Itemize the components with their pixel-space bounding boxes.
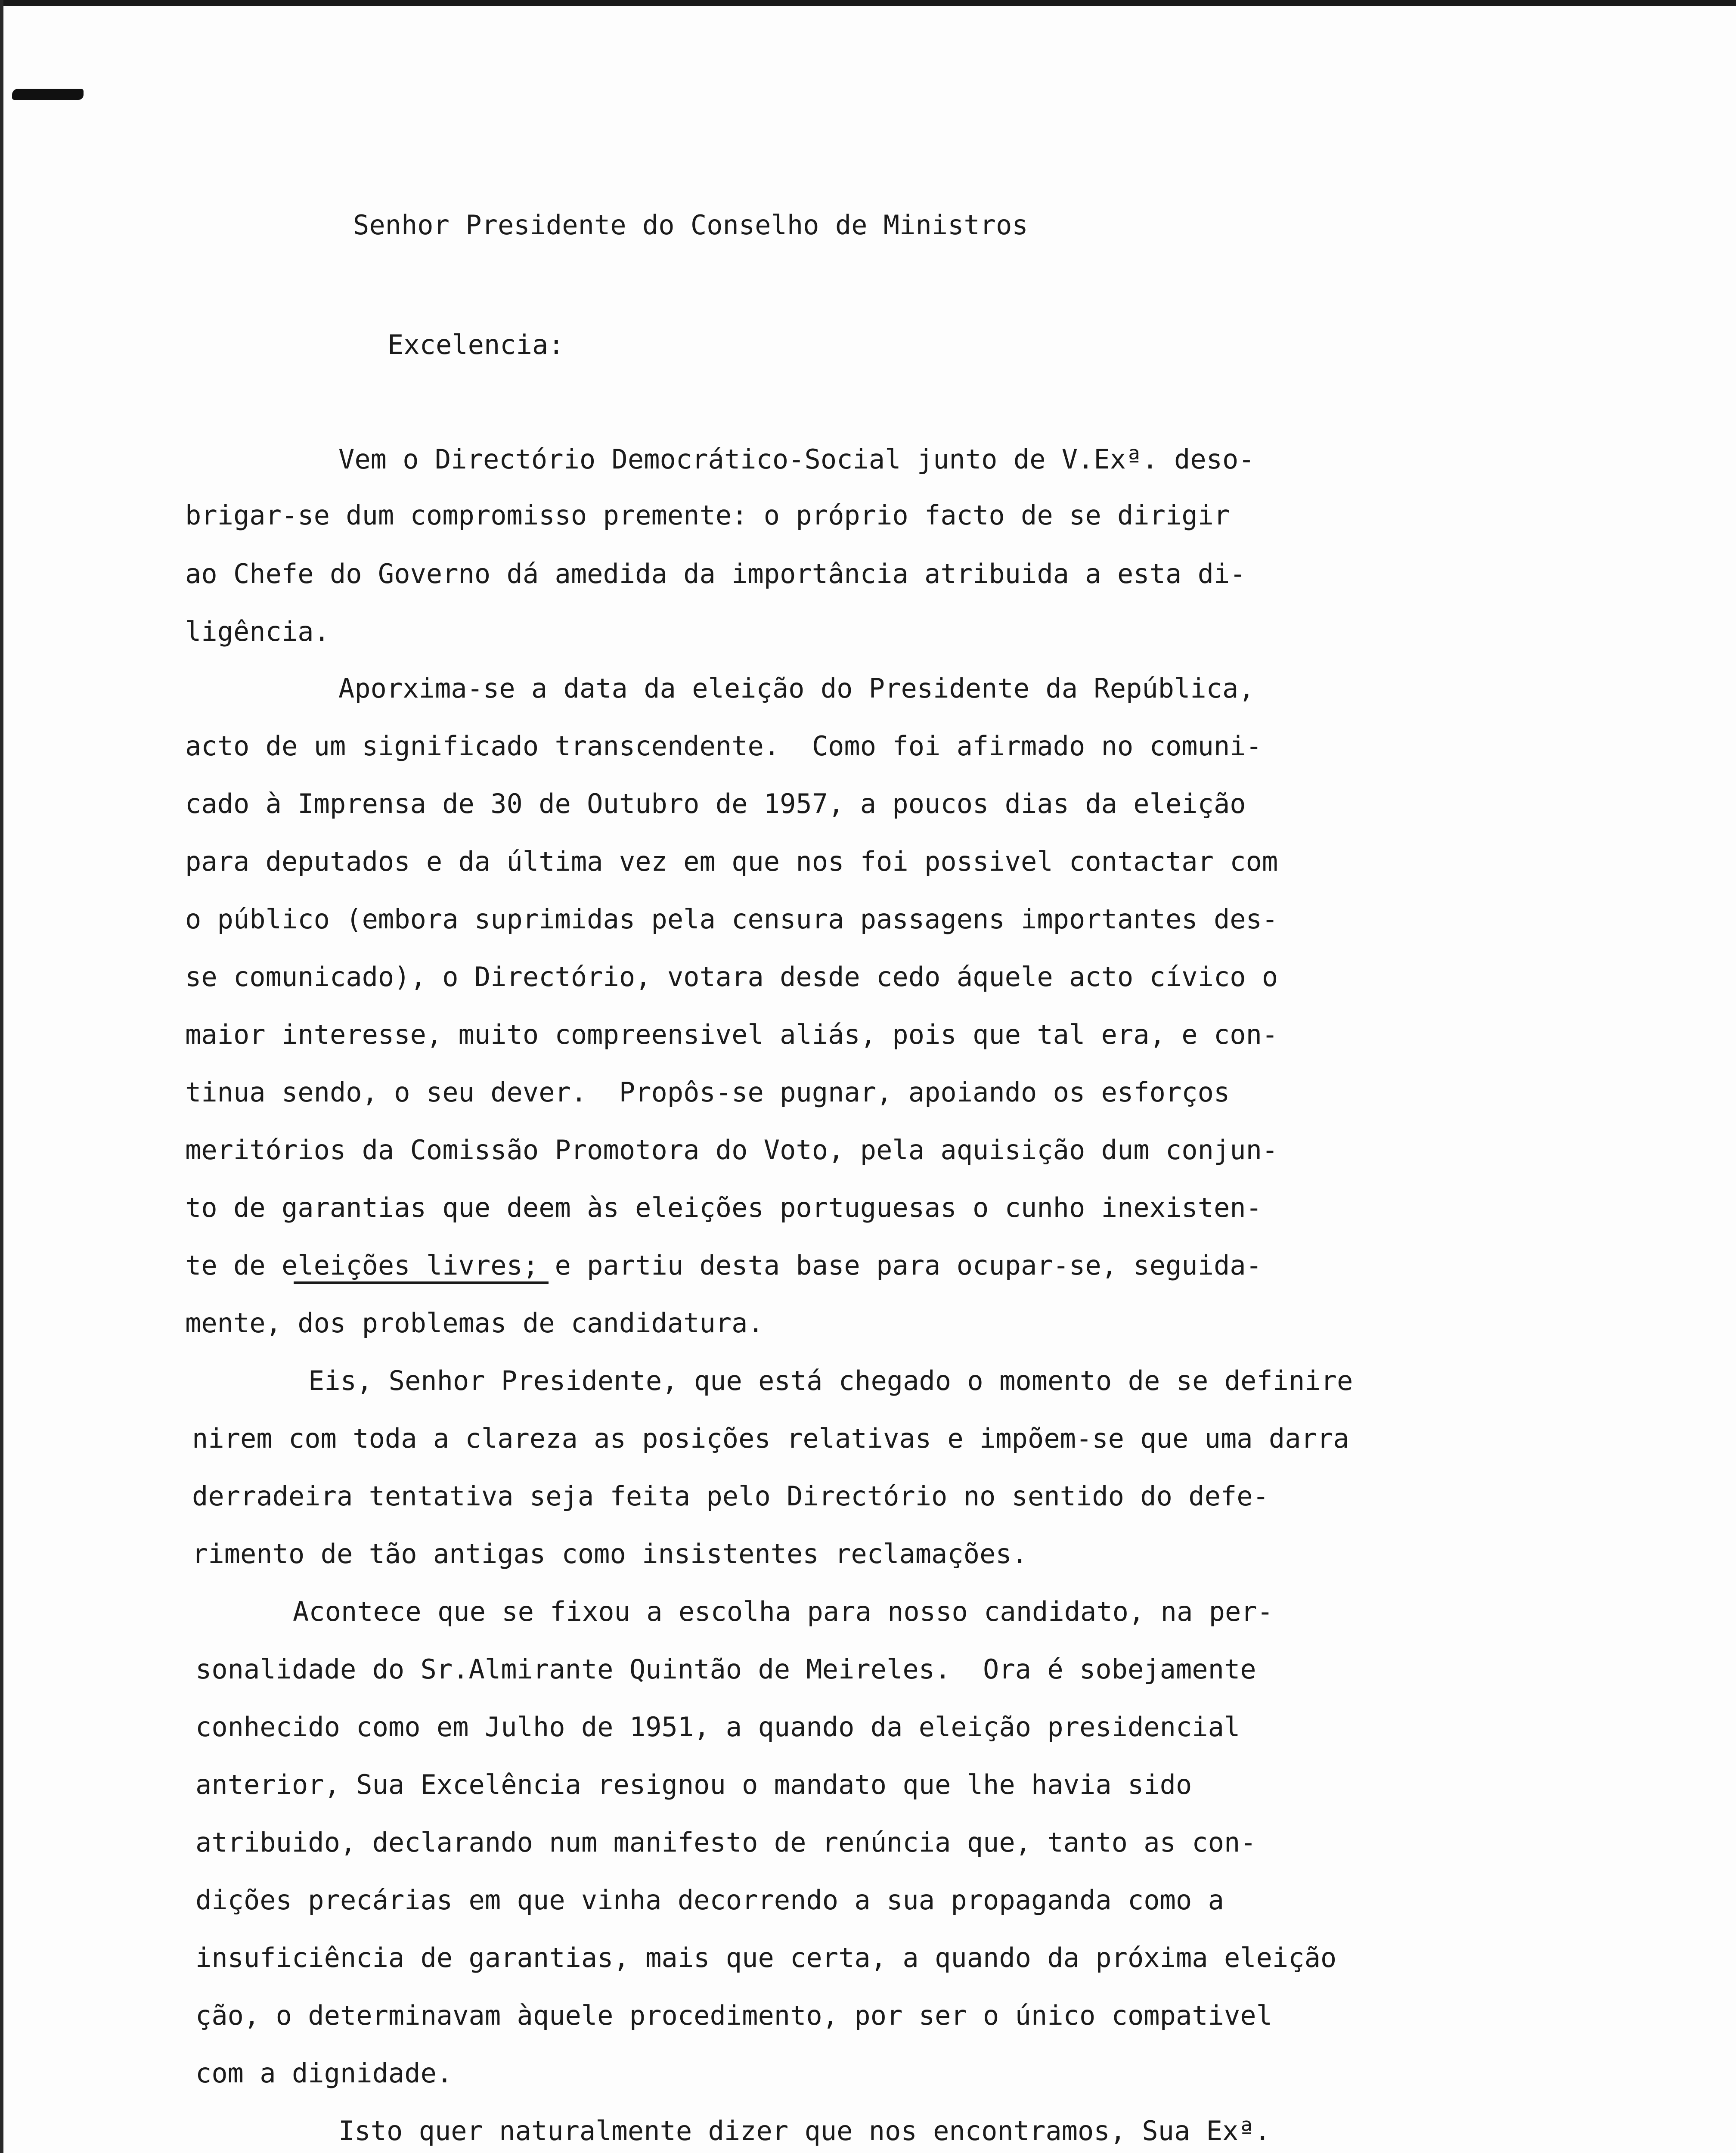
body-line: maior interesse, muito compreensivel aliás, pois que tal era, e con- [185, 1019, 1278, 1050]
salutation: Senhor Presidente do Conselho de Ministros [353, 209, 1028, 241]
page-left-edge [0, 0, 3, 2153]
body-line: cado à Imprensa de 30 de Outubro de 1957, a poucos dias da eleição [185, 788, 1246, 819]
body-line: ao Chefe do Governo dá amedida da importância atribuida a esta di- [185, 558, 1246, 589]
body-line: Eis, Senhor Presidente, que está chegado o momento de se definire [308, 1365, 1353, 1396]
body-line: te de eleições livres; e partiu desta base para ocupar-se, seguida- [185, 1250, 1262, 1281]
page-top-edge [0, 0, 1736, 6]
body-line: atribuido, declarando num manifesto de renúncia que, tanto as con- [195, 1827, 1256, 1858]
body-line: rimento de tão antigas como insistentes reclamações. [192, 1538, 1028, 1570]
greeting: Excelencia: [388, 329, 564, 360]
body-line: Vem o Directório Democrático-Social junto de V.Exª. deso- [338, 444, 1255, 475]
body-line: to de garantias que deem às eleições portuguesas o cunho inexisten- [185, 1192, 1262, 1223]
body-line: conhecido como em Julho de 1951, a quando da eleição presidencial [195, 1711, 1240, 1743]
body-line: derradeira tentativa seja feita pelo Directório no sentido do defe- [192, 1480, 1269, 1512]
body-line: para deputados e da última vez em que nos foi possivel contactar com [185, 846, 1278, 877]
body-line: ção, o determinavam àquele procedimento, por ser o único compativel [195, 2000, 1272, 2031]
body-line: mente, dos problemas de candidatura. [185, 1307, 764, 1339]
body-line: Aporxima-se a data da eleição do Presidente da República, [338, 673, 1255, 704]
body-line: tinua sendo, o seu dever. Propôs-se pugnar, apoiando os esforços [185, 1076, 1230, 1108]
body-line: Acontece que se fixou a escolha para nosso candidato, na per- [293, 1596, 1273, 1627]
body-line: o público (embora suprimidas pela censura passagens importantes des- [185, 903, 1278, 935]
body-line: dições precárias em que vinha decorrendo a sua propaganda como a [195, 1884, 1224, 1916]
body-line: anterior, Sua Excelência resignou o mandato que lhe havia sido [195, 1769, 1192, 1800]
body-line: Isto quer naturalmente dizer que nos encontramos, Sua Exª. [338, 2115, 1271, 2147]
body-line: ligência. [185, 616, 330, 647]
body-line: insuficiência de garantias, mais que certa, a quando da próxima eleição [195, 1942, 1337, 1973]
body-line: sonalidade do Sr.Almirante Quintão de Meireles. Ora é sobejamente [195, 1654, 1256, 1685]
body-line: brigar-se dum compromisso premente: o próprio facto de se dirigir [185, 499, 1230, 531]
body-line: se comunicado), o Directório, votara desde cedo áquele acto cívico o [185, 961, 1278, 993]
underline-eleicoes-livres [294, 1271, 549, 1284]
body-line: acto de um significado transcendente. Como foi afirmado no comuni- [185, 730, 1262, 762]
body-line: nirem com toda a clareza as posições relativas e impõem-se que uma darra [192, 1423, 1349, 1454]
body-line: com a dignidade. [195, 2057, 453, 2089]
body-line: meritórios da Comissão Promotora do Voto, pela aquisição dum conjun- [185, 1134, 1278, 1166]
ink-smudge-mark [12, 89, 84, 100]
